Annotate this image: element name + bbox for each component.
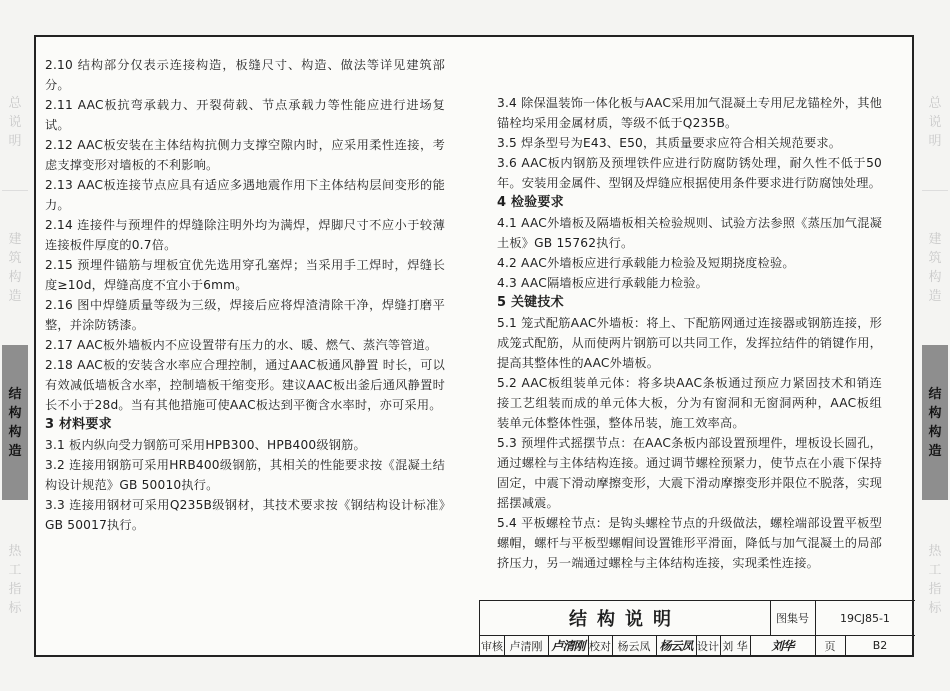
reviewer-signature: 卢清刚: [548, 635, 589, 656]
clause-paragraph: 3.3 连接用钢材可采用Q235B级钢材，其技术要求按《钢结构设计标准》GB 50017执行。: [45, 498, 445, 532]
left-column: [45, 55, 445, 535]
page-label: 页: [815, 635, 846, 656]
side-tab-architecture-left[interactable]: [2, 195, 28, 340]
clause-paragraph: 5.4 平板螺栓节点：是钩头螺栓节点的升级做法，螺栓端部设置平板型螺帽，螺杆与平板型螺帽间设置锥形平滑面，降低与加气混凝土的局部挤压力，另一端通过螺栓与主体结构连接，实现柔性连接。: [497, 516, 882, 570]
clause-paragraph: 2.10 结构部分仅表示连接构造，板缝尺寸、构造、做法等详见建筑部分。: [45, 58, 445, 92]
side-tab-char: 总: [928, 96, 942, 111]
clause-paragraph: 2.13 AAC板连接节点应具有适应多遇地震作用下主体结构层间变形的能力。: [45, 178, 445, 212]
clause-paragraph: 5.3 预埋件式摇摆节点：在AAC条板内部设置预埋件，埋板设长圆孔，通过螺栓与主体结构连接。通过调节螺栓预紧力，使节点在小震下保持固定，中震下滑动摩擦变形，大震下滑动摩擦变形并限位不脱落，实现摇摆减震。: [497, 436, 882, 510]
side-tab-general-left[interactable]: [2, 60, 28, 185]
clause-paragraph: 2.16 图中焊缝质量等级为三级，焊接后应将焊渣清除干净，焊缝打磨平整，并涂防锈漆。: [45, 298, 445, 332]
clause-paragraph: 2.11 AAC板抗弯承载力、开裂荷载、节点承载力等性能应进行进场复试。: [45, 98, 445, 132]
side-tab-char: 明: [8, 134, 22, 149]
side-tab-char: 构: [8, 269, 22, 285]
clause-paragraph: 3.1 板内纵向受力钢筋可采用HPB300、HPB400级钢筋。: [45, 438, 366, 452]
side-tab-char: 造: [8, 443, 22, 459]
side-tab-structure-left[interactable]: [2, 345, 28, 500]
page-number: B2: [872, 639, 888, 652]
check-label: 校对: [588, 635, 613, 656]
clause-paragraph: 2.14 连接件与预埋件的焊缝除注明外均为满焊，焊脚尺寸不应小于较薄连接板件厚度的0.7倍。: [45, 218, 445, 252]
side-tab-char: 结: [8, 386, 22, 402]
side-tab-char: 造: [928, 443, 942, 459]
clause-paragraph: 2.18 AAC板的安装含水率应合理控制，通过AAC板通风静置 时长，可以有效减低墙板含水率，控制墙板干缩变形。建议AAC板出釜后通风静置时长不小于28d。当有其他措施可使AAC板达到平衡含水率时，亦可采用。: [45, 358, 445, 412]
checker-signature: 杨云凤: [656, 635, 697, 656]
side-tab-char: 说: [928, 115, 942, 130]
checker-name: 杨云凤: [612, 635, 657, 656]
side-tab-char: 构: [928, 424, 942, 440]
atlas-number: 19CJ85-1: [840, 611, 890, 625]
clause-paragraph: 4.1 AAC外墙板及隔墙板相关检验规则、试验方法参照《蒸压加气混凝土板》GB 15762执行。: [497, 216, 882, 250]
side-tab-char: 筑: [928, 250, 942, 266]
side-tab-thermal-right[interactable]: [922, 505, 948, 655]
clause-paragraph: 5.2 AAC板组装单元体：将多块AAC条板通过预应力紧固技术和销连接工艺组装而成的单元体大板，分为有窗洞和无窗洞两种，AAC板组装单元体整体性强，整体吊装，施工效率高。: [497, 376, 882, 430]
side-tab-char: 构: [8, 405, 22, 421]
clause-paragraph: 2.12 AAC板安装在主体结构抗侧力支撑空隙内时，应采用柔性连接，考虑支撑变形对墙板的不利影响。: [45, 138, 445, 172]
side-tab-char: 说: [8, 115, 22, 130]
side-tab-char: 明: [928, 134, 942, 149]
design-label: 设计: [696, 635, 721, 656]
side-tab-char: 热: [8, 544, 22, 559]
section-4-heading: 4 检验要求: [497, 195, 564, 210]
side-tab-char: 构: [928, 269, 942, 285]
section-3-heading: 3 材料要求: [45, 417, 112, 432]
sheet-title: 结构说明: [480, 601, 771, 635]
side-tab-structure-right[interactable]: [922, 345, 948, 500]
side-tab-char: 工: [928, 563, 942, 578]
side-tab-architecture-right[interactable]: [922, 195, 948, 340]
side-tab-char: 指: [928, 582, 942, 597]
side-tab-char: 构: [928, 405, 942, 421]
clause-paragraph: 5.1 笼式配筋AAC外墙板：将上、下配筋网通过连接器或钢筋连接，形成笼式配筋，从而使两片钢筋可以共同工作，发挥拉结件的销键作用，提高其整体性的AAC外墙板。: [497, 316, 882, 370]
side-tab-char: 结: [928, 386, 942, 402]
side-tab-char: 热: [928, 544, 942, 559]
designer-signature: 刘华: [750, 635, 816, 656]
side-tab-thermal-left[interactable]: [2, 505, 28, 655]
side-tab-general-right[interactable]: [922, 60, 948, 185]
clause-paragraph: 3.4 除保温装饰一体化板与AAC采用加气混凝土专用尼龙锚栓外，其他锚栓均采用金属材质，等级不低于Q235B。: [497, 96, 882, 130]
side-tab-char: 造: [8, 288, 22, 304]
section-5-heading: 5 关键技术: [497, 295, 564, 310]
title-block: [479, 600, 915, 657]
review-label: 审核: [480, 635, 505, 656]
right-column: [497, 93, 882, 573]
side-tab-char: 标: [928, 601, 942, 616]
clause-paragraph: 4.3 AAC隔墙板应进行承载能力检验。: [497, 276, 709, 290]
side-tab-char: 造: [928, 288, 942, 304]
clause-paragraph: 3.5 焊条型号为E43、E50，其质量要求应符合相关规范要求。: [497, 136, 842, 150]
side-tab-char: 筑: [8, 250, 22, 266]
clause-paragraph: 3.2 连接用钢筋可采用HRB400级钢筋，其相关的性能要求按《混凝土结构设计规范》GB 50010执行。: [45, 458, 445, 492]
clause-paragraph: 2.17 AAC板外墙板内不应设置带有压力的水、暖、燃气、蒸汽等管道。: [45, 338, 438, 352]
atlas-label: 图集号: [770, 601, 816, 635]
side-tab-char: 标: [8, 601, 22, 616]
side-tab-char: 构: [8, 424, 22, 440]
clause-paragraph: 2.15 预埋件锚筋与埋板宜优先选用穿孔塞焊；当采用手工焊时，焊缝长度≥10d，焊缝高度不宜小于6mm。: [45, 258, 445, 292]
side-tab-char: 工: [8, 563, 22, 578]
clause-paragraph: 4.2 AAC外墙板应进行承载能力检验及短期挠度检验。: [497, 256, 795, 270]
side-tab-char: 总: [8, 96, 22, 111]
clause-paragraph: 3.6 AAC板内钢筋及预埋铁件应进行防腐防锈处理，耐久性不低于50年。安装用金属件、型钢及焊缝应根据使用条件要求进行防腐蚀处理。: [497, 156, 882, 190]
reviewer-name: 卢清刚: [504, 635, 549, 656]
side-tab-char: 建: [8, 231, 22, 247]
side-tab-char: 指: [8, 582, 22, 597]
side-tab-char: 建: [928, 231, 942, 247]
designer-name: 刘 华: [720, 635, 751, 656]
